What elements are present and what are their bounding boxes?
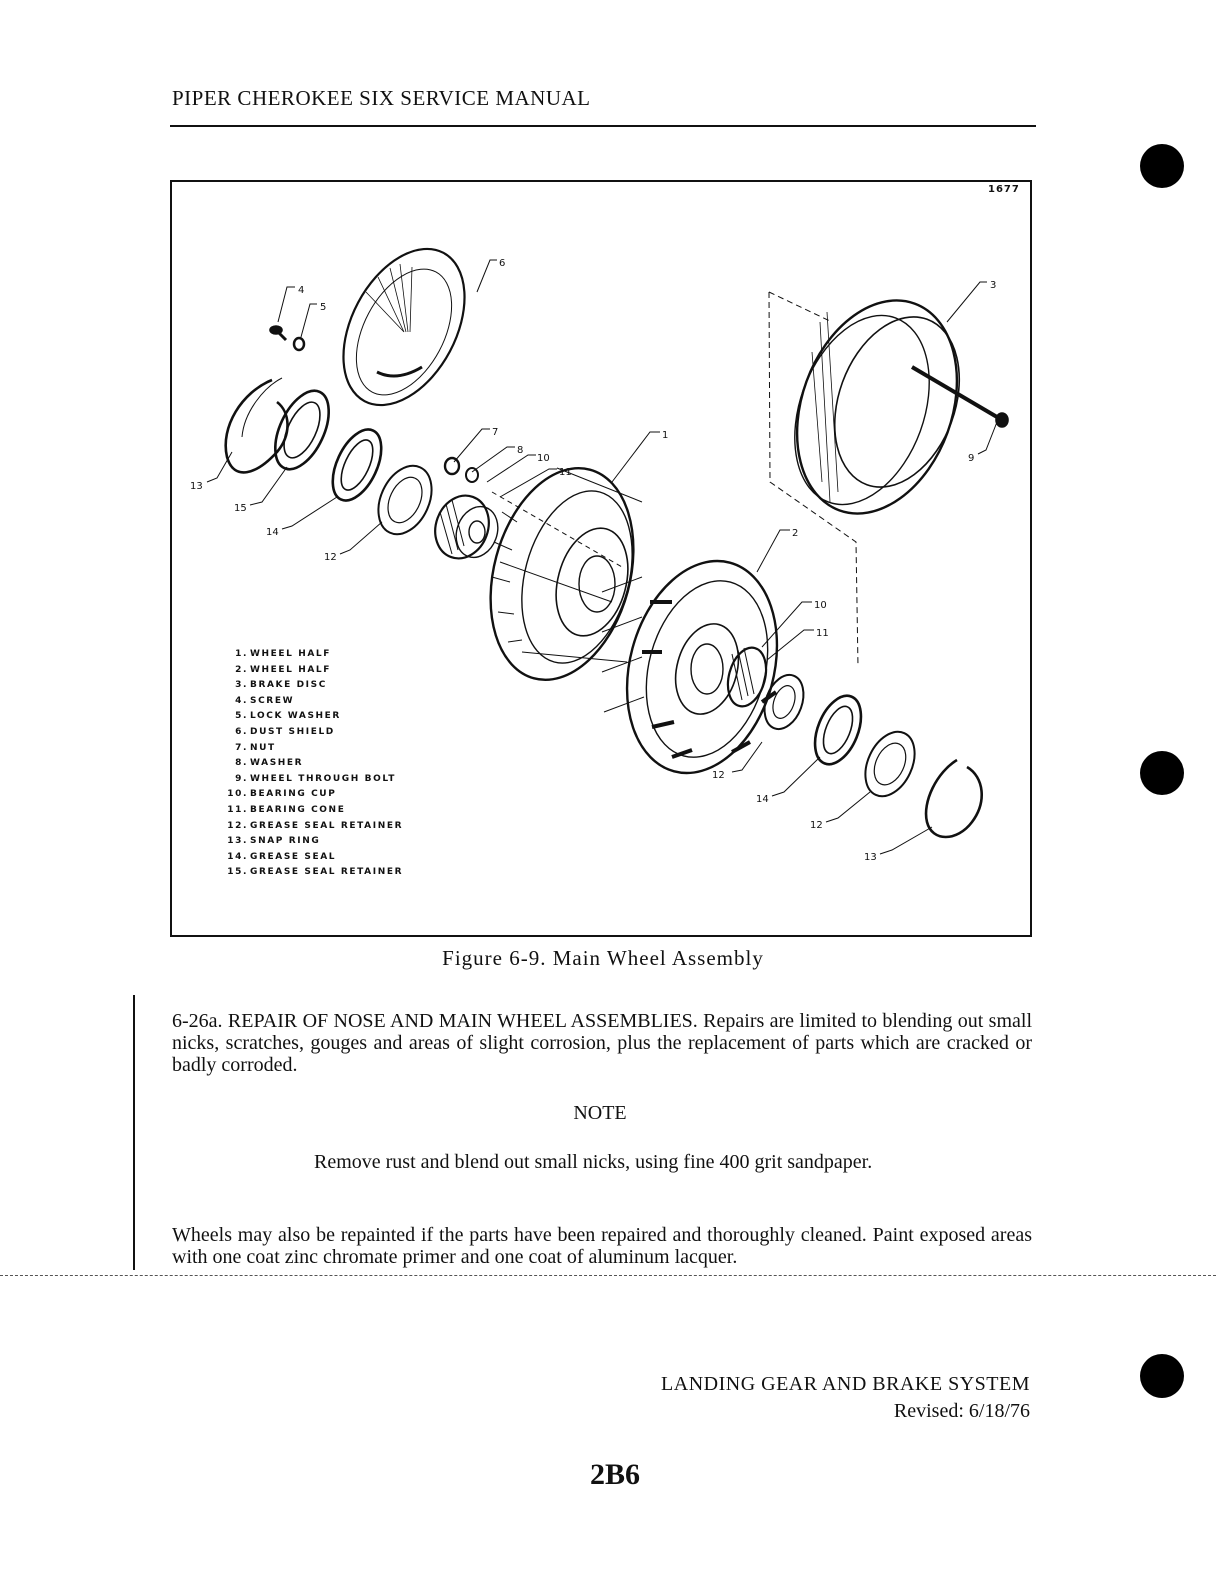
callout-9: 9 bbox=[968, 453, 975, 464]
dust-shield-drawing bbox=[319, 228, 490, 425]
figure-caption: Figure 6-9. Main Wheel Assembly bbox=[442, 946, 764, 970]
callout-2: 2 bbox=[792, 528, 799, 539]
callout-15: 15 bbox=[234, 503, 247, 514]
callout-12: 12 bbox=[324, 552, 337, 563]
dashed-divider bbox=[0, 1275, 1216, 1276]
page-number: 2B6 bbox=[589, 1458, 640, 1491]
callout-4: 4 bbox=[298, 285, 305, 296]
legend-item: 8. WASHER bbox=[235, 758, 304, 769]
legend-item: 15. GREASE SEAL RETAINER bbox=[227, 867, 404, 878]
screw-drawing bbox=[270, 326, 304, 350]
brake-disc-drawing bbox=[769, 278, 985, 536]
callout-13: 13 bbox=[190, 481, 203, 492]
note-label: NOTE bbox=[573, 1102, 627, 1124]
callout-12-right: 12 bbox=[712, 770, 725, 781]
callout-1: 1 bbox=[662, 430, 669, 441]
legend-item: 6. DUST SHIELD bbox=[235, 726, 335, 737]
legend-item: 12. GREASE SEAL RETAINER bbox=[227, 820, 404, 831]
callout-5: 5 bbox=[320, 302, 327, 313]
callout-13-right: 13 bbox=[864, 852, 877, 863]
parts-legend bbox=[214, 647, 403, 881]
callout-6: 6 bbox=[499, 258, 506, 269]
header-rule bbox=[170, 125, 1036, 127]
binder-hole-bottom bbox=[1140, 1354, 1184, 1398]
legend-item: 7. NUT bbox=[235, 742, 276, 753]
callout-3: 3 bbox=[990, 280, 997, 291]
binder-hole-middle bbox=[1140, 751, 1184, 795]
footer-section-title: LANDING GEAR AND BRAKE SYSTEM bbox=[661, 1373, 1030, 1395]
callout-11-right: 11 bbox=[816, 628, 829, 639]
legend-item: 14. GREASE SEAL bbox=[227, 851, 337, 862]
legend-item: 3. BRAKE DISC bbox=[235, 680, 327, 691]
callout-10-right: 10 bbox=[814, 600, 827, 611]
section-body: Repairs are limited to blending out small nicks, scratches, gouges and areas of slight corrosion, plus the replacement of parts which are cracked or badly corroded. bbox=[172, 1010, 1033, 1076]
legend-item: 5. LOCK WASHER bbox=[235, 711, 341, 722]
section-paragraph bbox=[172, 1010, 1032, 1076]
repaint-paragraph: Wheels may also be repainted if the parts have been repaired and thoroughly cleaned. Paint exposed areas with one coat zinc chromate primer and one coat of aluminum lacquer. bbox=[172, 1224, 1032, 1268]
callout-12-lower: 12 bbox=[810, 820, 823, 831]
snap-ring-right bbox=[926, 760, 982, 837]
note-text: Remove rust and blend out small nicks, using fine 400 grit sandpaper. bbox=[314, 1151, 873, 1173]
callout-11: 11 bbox=[559, 467, 572, 478]
snap-ring-left bbox=[226, 380, 288, 472]
legend-item: 9. WHEEL THROUGH BOLT bbox=[235, 773, 396, 784]
legend-item: 10. BEARING CUP bbox=[227, 789, 337, 800]
footer-revision-date: Revised: 6/18/76 bbox=[893, 1400, 1030, 1422]
callout-10: 10 bbox=[537, 453, 550, 464]
wheel-half-2-drawing bbox=[602, 544, 799, 790]
bearing-cone-left bbox=[427, 488, 505, 566]
legend-item: 1. WHEEL HALF bbox=[235, 649, 332, 659]
binder-hole-top bbox=[1140, 144, 1184, 188]
revision-change-bar bbox=[133, 995, 135, 1270]
figure-number: 1677 bbox=[988, 184, 1020, 195]
legend-item: 11. BEARING CONE bbox=[227, 804, 346, 815]
legend-item: 13. SNAP RING bbox=[227, 836, 321, 847]
callout-7: 7 bbox=[492, 427, 499, 438]
callout-14: 14 bbox=[266, 527, 279, 538]
callout-14-right: 14 bbox=[756, 794, 769, 805]
section-heading: 6-26a. REPAIR OF NOSE AND MAIN WHEEL ASSEMBLIES. bbox=[172, 1010, 698, 1032]
legend-item: 2. WHEEL HALF bbox=[235, 664, 332, 675]
wheel-half-1-drawing bbox=[468, 452, 655, 696]
callout-8: 8 bbox=[517, 445, 524, 456]
legend-item: 4. SCREW bbox=[235, 695, 295, 706]
manual-title: PIPER CHEROKEE SIX SERVICE MANUAL bbox=[172, 86, 591, 110]
